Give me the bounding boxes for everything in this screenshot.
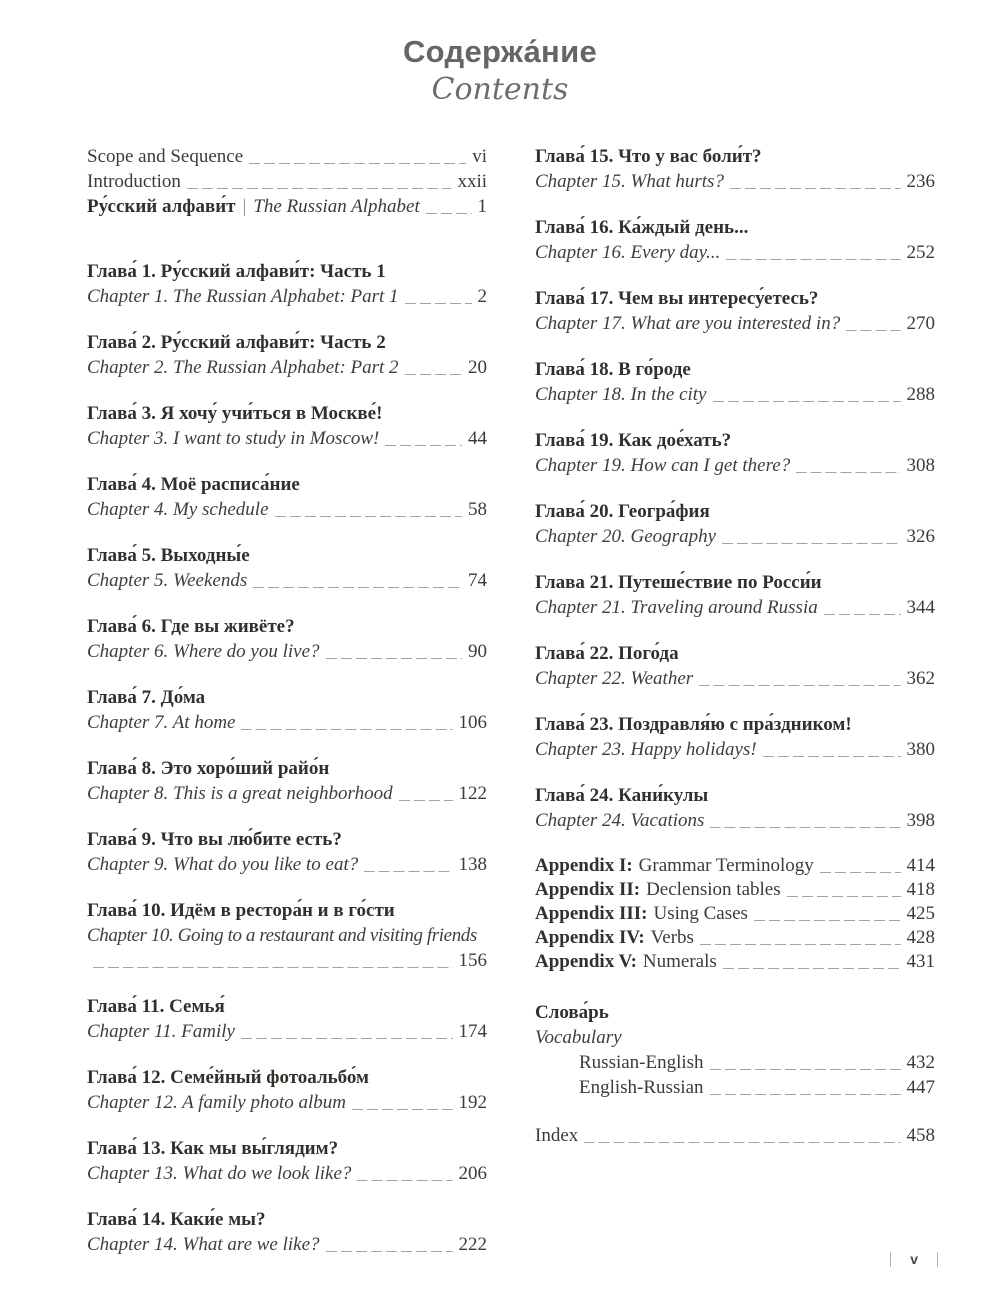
chapter-title-english-line <box>87 1019 487 1044</box>
chapter-title-english-line <box>535 808 935 833</box>
appendix-label-bold: Appendix V: <box>535 951 637 972</box>
page-number: 431 <box>906 951 935 972</box>
toc-entry-appendix <box>535 854 935 878</box>
chapter-title-russian: Глава́ 14. Каки́е мы? <box>87 1209 266 1230</box>
chapter-title-russian: Глава́ 13. Как мы вы́глядим? <box>87 1138 339 1159</box>
toc-entry-vocabulary <box>579 1075 935 1100</box>
chapter-list-right <box>535 144 935 833</box>
chapter-title-russian: Глава́ 17. Чем вы интересу́етесь? <box>535 288 819 309</box>
dot-leader <box>713 398 901 402</box>
toc-chapter-entry <box>535 499 935 549</box>
toc-chapter-entry <box>535 357 935 407</box>
entry-label: Index <box>535 1125 579 1146</box>
toc-entry-appendix <box>535 902 935 926</box>
chapter-title-english: Chapter 7. At home <box>87 712 236 733</box>
page-number: 192 <box>458 1092 487 1113</box>
toc-chapter-entry <box>535 428 935 478</box>
entry-label: Scope and Sequence <box>87 146 244 167</box>
page-number: 106 <box>458 712 487 733</box>
dot-leader <box>275 513 462 517</box>
toc-entry-russian-alphabet <box>87 194 487 219</box>
chapter-title-english-line <box>87 284 487 309</box>
dot-leader <box>700 941 901 945</box>
toc-entry-appendix <box>535 950 935 974</box>
page-number: 174 <box>458 1021 487 1042</box>
chapter-title-english-line <box>87 1161 487 1186</box>
appendix-label: Using Cases <box>653 903 748 924</box>
chapter-title-english-line <box>535 595 935 620</box>
page-number: 414 <box>906 855 935 876</box>
toc-chapter-entry <box>535 286 935 336</box>
dot-leader <box>730 185 901 189</box>
dot-leader <box>722 540 900 544</box>
toc-chapter-entry <box>535 144 935 194</box>
chapter-title-english-line <box>535 666 935 691</box>
chapter-title-english-line <box>87 923 487 948</box>
page-number: 432 <box>906 1052 935 1073</box>
dot-leader <box>385 442 462 446</box>
page-number: 288 <box>906 384 935 405</box>
chapter-title-english: Chapter 16. Every day... <box>535 242 721 263</box>
chapter-title-english: Chapter 20. Geography <box>535 526 717 547</box>
page-number: 252 <box>906 242 935 263</box>
chapter-title-english: Chapter 4. My schedule <box>87 499 269 520</box>
page-title-english: Contents <box>431 72 569 107</box>
appendix-list <box>535 854 935 974</box>
vocabulary-title-english: Vocabulary <box>535 1027 622 1048</box>
appendix-label: Verbs <box>650 927 694 948</box>
chapter-title-russian: Глава́ 1. Ру́сский алфави́т: Часть 1 <box>87 261 386 282</box>
appendix-label: Grammar Terminology <box>638 855 814 876</box>
toc-chapter-entry <box>87 259 487 309</box>
chapter-title-english-line <box>87 426 487 451</box>
chapter-title-english: Chapter 18. In the city <box>535 384 707 405</box>
toc-entry-appendix <box>535 878 935 902</box>
chapter-title-russian: Глава́ 11. Семья́ <box>87 996 225 1017</box>
chapter-title-english-line <box>535 240 935 265</box>
chapter-title-english-line <box>87 852 487 877</box>
vocabulary-section <box>535 1000 935 1100</box>
dot-leader <box>710 1091 901 1095</box>
chapter-title-russian: Глава́ 24. Кани́кулы <box>535 785 709 806</box>
page-number: 308 <box>906 455 935 476</box>
toc-chapter-entry <box>87 898 487 973</box>
page-number: 326 <box>906 526 935 547</box>
chapter-title-english: Chapter 3. I want to study in Moscow! <box>87 428 380 449</box>
dot-leader <box>187 185 452 189</box>
toc-chapter-entry <box>535 712 935 762</box>
dot-leader <box>241 1035 453 1039</box>
chapter-title-english: Chapter 22. Weather <box>535 668 694 689</box>
chapter-title-russian: Глава́ 4. Моё расписа́ние <box>87 474 300 495</box>
page-number: 74 <box>468 570 487 591</box>
entry-label-russian: Ру́сский алфави́т <box>87 196 236 217</box>
toc-entry-appendix <box>535 926 935 950</box>
front-matter <box>87 144 487 219</box>
page-number: 344 <box>906 597 935 618</box>
dot-leader <box>820 869 901 873</box>
page-footer <box>890 1251 938 1267</box>
page-number: vi <box>472 146 487 167</box>
chapter-title-russian: Глава́ 2. Ру́сский алфави́т: Часть 2 <box>87 332 386 353</box>
toc-columns <box>0 108 1000 1278</box>
chapter-title-english-line <box>535 737 935 762</box>
dot-leader <box>699 682 900 686</box>
entry-label-english: The Russian Alphabet <box>253 196 420 217</box>
page-number: 138 <box>458 854 487 875</box>
page-number: 447 <box>906 1077 935 1098</box>
toc-chapter-entry <box>535 783 935 833</box>
chapter-title-english-line <box>87 1090 487 1115</box>
chapter-title-english-line <box>87 781 487 806</box>
page-title-russian: Содержа́ние <box>403 34 597 69</box>
toc-chapter-entry <box>87 472 487 522</box>
chapter-title-russian: Глава́ 12. Семе́йный фотоальбо́м <box>87 1067 369 1088</box>
chapter-title-english-line <box>535 453 935 478</box>
chapter-title-english-line <box>87 355 487 380</box>
chapter-title-russian: Глава́ 7. До́ма <box>87 687 206 708</box>
chapter-title-russian: Глава́ 3. Я хочу́ учи́ться в Москве́! <box>87 403 383 424</box>
chapter-title-english: Chapter 8. This is a great neighborhood <box>87 783 393 804</box>
dot-leader <box>846 327 900 331</box>
chapter-title-english: Chapter 11. Family <box>87 1021 235 1042</box>
page-number: xxii <box>457 171 487 192</box>
appendix-label: Numerals <box>642 951 717 972</box>
page-number: 90 <box>468 641 487 662</box>
chapter-page-line <box>87 948 487 973</box>
dot-leader <box>405 300 472 304</box>
toc-chapter-entry <box>535 215 935 265</box>
footer-page-number: v <box>910 1251 918 1267</box>
chapter-title-russian: Глава 21. Путеше́ствие по Росси́и <box>535 572 822 593</box>
chapter-title-english-line <box>535 169 935 194</box>
toc-entry-vocabulary <box>579 1050 935 1075</box>
chapter-title-russian: Глава́ 8. Это хоро́ший райо́н <box>87 758 330 779</box>
chapter-title-english: Chapter 15. What hurts? <box>535 171 724 192</box>
chapter-title-russian: Глава́ 5. Выходны́е <box>87 545 250 566</box>
appendix-label-bold: Appendix III: <box>535 903 648 924</box>
dot-leader <box>93 964 453 968</box>
footer-bar-right <box>937 1252 938 1267</box>
vocabulary-title-russian: Слова́рь <box>535 1002 609 1023</box>
page-header <box>0 0 1000 108</box>
chapter-title-russian: Глава́ 18. В го́роде <box>535 359 691 380</box>
page-number: 428 <box>906 927 935 948</box>
page-number: 458 <box>906 1125 935 1146</box>
dot-leader <box>426 210 472 214</box>
dot-leader <box>357 1177 452 1181</box>
chapter-title-russian: Глава́ 15. Что у вас боли́т? <box>535 146 762 167</box>
appendix-label-bold: Appendix II: <box>535 879 641 900</box>
toc-entry-index <box>535 1123 935 1148</box>
page-number: 425 <box>906 903 935 924</box>
dot-leader <box>326 655 462 659</box>
toc-chapter-entry <box>87 1136 487 1186</box>
appendix-label-bold: Appendix I: <box>535 855 633 876</box>
dot-leader <box>763 753 901 757</box>
chapter-title-english-line <box>535 524 935 549</box>
toc-chapter-entry <box>87 685 487 735</box>
dot-leader <box>710 1066 901 1070</box>
chapter-title-english-line <box>535 382 935 407</box>
toc-chapter-entry <box>87 827 487 877</box>
pipe-separator: | <box>242 196 247 217</box>
dot-leader <box>364 868 452 872</box>
appendix-label: Declension tables <box>646 879 781 900</box>
dot-leader <box>399 797 453 801</box>
chapter-title-english: Chapter 14. What are we like? <box>87 1234 320 1255</box>
vocabulary-items <box>535 1050 935 1100</box>
chapter-title-english: Chapter 2. The Russian Alphabet: Part 2 <box>87 357 399 378</box>
chapter-title-russian: Глава́ 19. Как дое́хать? <box>535 430 732 451</box>
toc-entry-scope-and-sequence <box>87 144 487 169</box>
dot-leader <box>326 1248 453 1252</box>
chapter-title-english: Chapter 13. What do we look like? <box>87 1163 352 1184</box>
page-number: 1 <box>477 196 487 217</box>
left-column <box>87 144 487 1278</box>
chapter-title-english: Chapter 10. Going to a restaurant and visiting friends <box>87 925 477 946</box>
chapter-title-english: Chapter 5. Weekends <box>87 570 248 591</box>
page-number: 2 <box>477 286 487 307</box>
toc-chapter-entry <box>535 641 935 691</box>
toc-chapter-entry <box>87 330 487 380</box>
dot-leader <box>241 726 452 730</box>
right-column <box>535 144 935 1278</box>
toc-chapter-entry <box>87 401 487 451</box>
chapter-list-left <box>87 259 487 1257</box>
page-number: 122 <box>458 783 487 804</box>
chapter-title-english-line <box>87 568 487 593</box>
vocabulary-label: Russian-English <box>579 1052 704 1073</box>
chapter-title-english-line <box>535 311 935 336</box>
dot-leader <box>824 611 901 615</box>
chapter-title-russian: Глава́ 10. Идём в рестора́н и в го́сти <box>87 900 395 921</box>
chapter-title-russian: Глава́ 20. Геогра́фия <box>535 501 710 522</box>
dot-leader <box>352 1106 453 1110</box>
toc-chapter-entry <box>87 543 487 593</box>
dot-leader <box>253 584 462 588</box>
vocabulary-label: English-Russian <box>579 1077 704 1098</box>
toc-chapter-entry <box>87 1207 487 1257</box>
page-number: 398 <box>906 810 935 831</box>
page-number: 236 <box>906 171 935 192</box>
page-number: 44 <box>468 428 487 449</box>
page-number: 362 <box>906 668 935 689</box>
chapter-title-english-line <box>87 497 487 522</box>
chapter-title-english: Chapter 6. Where do you live? <box>87 641 320 662</box>
dot-leader <box>787 893 901 897</box>
dot-leader <box>584 1139 900 1143</box>
dot-leader <box>726 256 900 260</box>
toc-entry-introduction <box>87 169 487 194</box>
dot-leader <box>796 469 900 473</box>
toc-chapter-entry <box>87 994 487 1044</box>
dot-leader <box>710 824 900 828</box>
dot-leader <box>723 965 901 969</box>
chapter-title-english: Chapter 21. Traveling around Russia <box>535 597 818 618</box>
chapter-title-english: Chapter 12. A family photo album <box>87 1092 346 1113</box>
dot-leader <box>754 917 901 921</box>
toc-chapter-entry <box>535 570 935 620</box>
chapter-title-russian: Глава́ 23. Поздравля́ю с пра́здником! <box>535 714 852 735</box>
page-number: 20 <box>468 357 487 378</box>
page-number: 270 <box>906 313 935 334</box>
page-number: 156 <box>458 950 487 971</box>
footer-bar-left <box>890 1252 891 1267</box>
entry-label: Introduction <box>87 171 181 192</box>
chapter-title-russian: Глава́ 22. Пого́да <box>535 643 679 664</box>
chapter-title-english: Chapter 23. Happy holidays! <box>535 739 757 760</box>
chapter-title-english: Chapter 17. What are you interested in? <box>535 313 841 334</box>
chapter-title-english-line <box>87 639 487 664</box>
page-number: 418 <box>906 879 935 900</box>
chapter-title-english: Chapter 19. How can I get there? <box>535 455 791 476</box>
chapter-title-english: Chapter 9. What do you like to eat? <box>87 854 359 875</box>
chapter-title-russian: Глава́ 16. Ка́ждый день... <box>535 217 749 238</box>
chapter-title-english-line <box>87 710 487 735</box>
dot-leader <box>405 371 462 375</box>
page-number: 380 <box>906 739 935 760</box>
toc-chapter-entry <box>87 1065 487 1115</box>
dot-leader <box>249 160 466 164</box>
chapter-title-russian: Глава́ 6. Где вы живёте? <box>87 616 295 637</box>
chapter-title-russian: Глава́ 9. Что вы лю́бите есть? <box>87 829 342 850</box>
appendix-label-bold: Appendix IV: <box>535 927 645 948</box>
chapter-title-english-line <box>87 1232 487 1257</box>
toc-chapter-entry <box>87 614 487 664</box>
chapter-title-english: Chapter 1. The Russian Alphabet: Part 1 <box>87 286 399 307</box>
page-number: 58 <box>468 499 487 520</box>
chapter-title-english: Chapter 24. Vacations <box>535 810 705 831</box>
page-number: 222 <box>458 1234 487 1255</box>
page-number: 206 <box>458 1163 487 1184</box>
toc-chapter-entry <box>87 756 487 806</box>
